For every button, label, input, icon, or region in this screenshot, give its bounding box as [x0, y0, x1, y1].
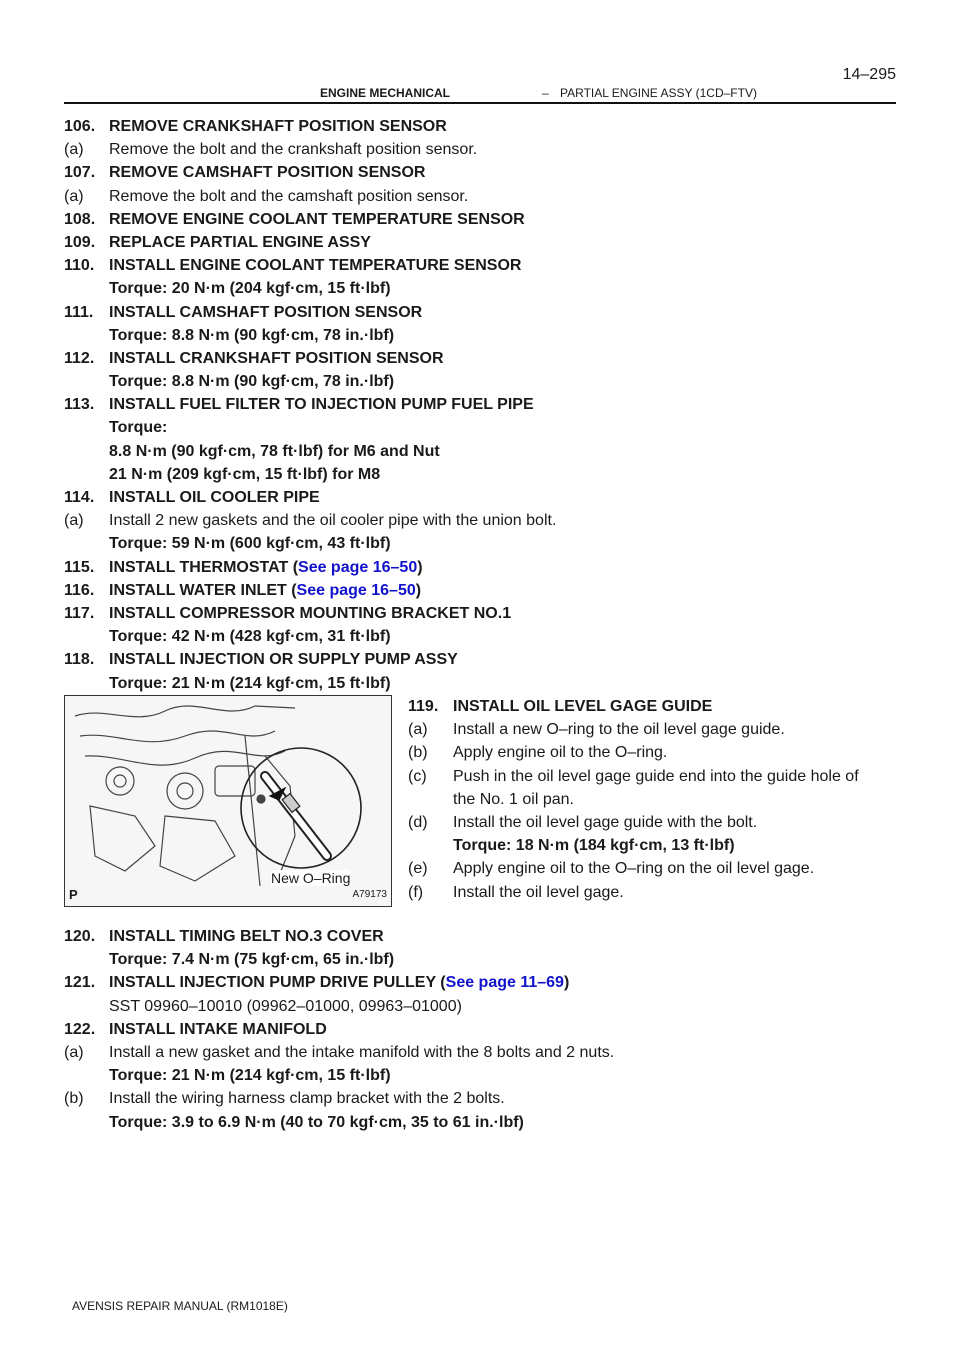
step-text [453, 790, 574, 810]
step-text [453, 813, 757, 833]
step-text-main: Remove the bolt and the camshaft position sensor. [109, 187, 469, 205]
step-line [64, 650, 904, 673]
step-number: 114. [64, 489, 95, 506]
step-detail-line [64, 418, 904, 441]
step-text [109, 581, 421, 601]
step-text-main: INSTALL TIMING BELT NO.3 COVER [109, 928, 384, 945]
step-text-after: ) [563, 974, 570, 992]
step-text-main: Torque: 18 N·m (184 kgf·cm, 13 ft·lbf) [453, 837, 735, 855]
step-text [109, 1043, 614, 1063]
see-page-link[interactable]: See page 16–50 [296, 581, 416, 599]
step-text-main: Install the oil level gage. [453, 883, 624, 901]
step-number: 121. [64, 974, 96, 992]
step-text [109, 1066, 391, 1086]
step-text [453, 720, 785, 740]
step-text-main: INSTALL COMPRESSOR MOUNTING BRACKET NO.1 [109, 604, 512, 622]
step-text-main: INSTALL FUEL FILTER TO INJECTION PUMP FUEL PIPE [109, 396, 534, 414]
step-line [64, 1043, 904, 1066]
step-text [109, 627, 391, 647]
step-detail-line [64, 1113, 904, 1136]
step-text-main: Install 2 new gaskets and the oil cooler pipe with the union bolt. [109, 512, 557, 530]
subsection-title: PARTIAL ENGINE ASSY (1CD–FTV) [560, 86, 757, 100]
step-line [64, 767, 904, 790]
step-text-main: Torque: 7.4 N·m (75 kgf·cm, 65 in.·lbf) [109, 951, 395, 969]
step-text [109, 117, 447, 137]
step-text-main: 8.8 N·m (90 kgf·cm, 78 ft·lbf) for M6 and Nut [109, 442, 440, 460]
step-text [109, 927, 384, 947]
step-text [109, 349, 444, 369]
step-text-after: ) [415, 581, 422, 599]
step-number: 119. [408, 698, 439, 715]
step-text-main: Install the wiring harness clamp bracket with the 2 bolts. [109, 1090, 505, 1108]
figure-id: A79173 [352, 889, 387, 900]
step-text-main: REPLACE PARTIAL ENGINE ASSY [109, 233, 371, 251]
step-text [109, 210, 525, 230]
step-line [64, 604, 904, 627]
step-number: (b) [408, 744, 428, 762]
step-text-main: INSTALL WATER INLET ( [109, 581, 297, 599]
step-line [64, 395, 904, 418]
step-line [64, 1020, 904, 1043]
step-text [109, 163, 425, 183]
step-text [453, 859, 814, 879]
step-text [109, 1089, 505, 1109]
step-number: 112. [64, 349, 95, 367]
step-text-main: Apply engine oil to the O–ring. [453, 744, 668, 762]
step-text-main: INSTALL THERMOSTAT ( [109, 558, 299, 576]
step-number: (d) [408, 813, 428, 831]
step-text [109, 187, 468, 207]
step-text [109, 465, 380, 485]
step-text [453, 883, 624, 903]
procedure-steps-beside-figure [64, 697, 904, 906]
step-text-main: 21 N·m (209 kgf·cm, 15 ft·lbf) for M8 [109, 465, 381, 483]
figure-callout-new-o-ring: New O–Ring [271, 870, 351, 886]
step-line [64, 720, 904, 743]
step-line [64, 927, 904, 950]
step-text [109, 233, 371, 253]
step-text-main: INSTALL INJECTION PUMP DRIVE PULLEY ( [109, 974, 446, 992]
step-text [109, 303, 422, 323]
step-text-main: Torque: 59 N·m (600 kgf·cm, 43 ft·lbf) [109, 535, 391, 553]
step-detail-line [64, 465, 904, 488]
step-text [109, 558, 423, 578]
page-header [64, 66, 896, 104]
step-line [64, 140, 904, 163]
step-text-main: INSTALL INTAKE MANIFOLD [109, 1020, 327, 1038]
step-number: 106. [64, 118, 96, 135]
step-number: 122. [64, 1020, 96, 1038]
step-text-main: INSTALL CRANKSHAFT POSITION SENSOR [109, 349, 444, 367]
step-text-main: Torque: 20 N·m (204 kgf·cm, 15 ft·lbf) [109, 280, 391, 298]
step-line [64, 743, 904, 766]
step-number: 117. [64, 604, 95, 622]
step-text [109, 326, 394, 346]
procedure-steps-bottom [64, 927, 904, 1136]
step-text-main: INSTALL ENGINE COOLANT TEMPERATURE SENSOR [109, 257, 522, 275]
step-detail-line [64, 534, 904, 557]
step-text-main: INSTALL INJECTION OR SUPPLY PUMP ASSY [109, 651, 458, 669]
step-text [109, 1020, 327, 1040]
see-page-link[interactable]: See page 16–50 [298, 558, 418, 576]
step-text [109, 1113, 524, 1133]
step-detail-line [64, 442, 904, 465]
step-text-main: Torque: 42 N·m (428 kgf·cm, 31 ft·lbf) [109, 628, 391, 646]
step-text [109, 442, 440, 462]
step-text [109, 279, 391, 299]
step-line [64, 581, 904, 604]
step-text-main: Torque: 3.9 to 6.9 N·m (40 to 70 kgf·cm, 35 to 61 in.·lbf) [109, 1113, 524, 1131]
step-number: 118. [64, 651, 95, 669]
step-text-main: Torque: 8.8 N·m (90 kgf·cm, 78 in.·lbf) [109, 326, 395, 344]
step-number: (a) [64, 187, 84, 205]
step-text-main: REMOVE CAMSHAFT POSITION SENSOR [109, 164, 426, 182]
step-number: (a) [64, 512, 84, 530]
step-detail-line [64, 836, 904, 859]
step-number: 120. [64, 928, 96, 945]
step-line [64, 163, 904, 186]
step-text [453, 697, 712, 717]
procedure-steps-top [64, 117, 904, 697]
step-detail-line [64, 627, 904, 650]
step-text-main: Torque: 21 N·m (214 kgf·cm, 15 ft·lbf) [109, 1067, 391, 1085]
step-line [64, 859, 904, 882]
header-dash: – [542, 86, 549, 100]
step-text [109, 511, 556, 531]
step-number: 116. [64, 581, 95, 599]
step-text [109, 140, 477, 160]
step-text [109, 395, 534, 415]
step-number: (a) [64, 1043, 84, 1061]
step-text-main: Push in the oil level gage guide end into the guide hole of [453, 767, 859, 785]
step-text [453, 743, 667, 763]
step-line [64, 256, 904, 279]
step-text [109, 256, 521, 276]
step-number: (a) [64, 141, 84, 159]
step-detail-line [64, 326, 904, 349]
step-number: (b) [64, 1090, 84, 1108]
step-text-main: SST 09960–10010 (09962–01000, 09963–01000) [109, 997, 462, 1015]
step-detail-line [64, 950, 904, 973]
step-line [64, 187, 904, 210]
step-number: 110. [64, 257, 95, 275]
step-line [64, 813, 904, 836]
step-number: 115. [64, 558, 95, 576]
step-text-main: the No. 1 oil pan. [453, 790, 574, 808]
step-text [109, 973, 569, 993]
figure-label: P [69, 887, 78, 902]
step-text-main: Torque: 8.8 N·m (90 kgf·cm, 78 in.·lbf) [109, 373, 395, 391]
step-number: 109. [64, 233, 96, 251]
step-text-main: Install the oil level gage guide with the bolt. [453, 813, 758, 831]
step-detail-line [64, 790, 904, 813]
step-detail-line [64, 1066, 904, 1089]
step-text [109, 650, 458, 670]
step-line [64, 488, 904, 511]
step-text-main: Torque: 21 N·m (214 kgf·cm, 15 ft·lbf) [109, 674, 391, 692]
step-text-main: Torque: [109, 419, 168, 437]
step-text-main: Install a new gasket and the intake manifold with the 8 bolts and 2 nuts. [109, 1043, 615, 1061]
step-number: (f) [408, 883, 424, 901]
step-text-main: INSTALL CAMSHAFT POSITION SENSOR [109, 303, 423, 321]
page-number: 14–295 [842, 66, 896, 83]
see-page-link[interactable]: See page 11–69 [445, 974, 564, 992]
step-number: 113. [64, 396, 95, 414]
step-number: (e) [408, 860, 428, 878]
step-line [64, 511, 904, 534]
step-text [109, 534, 391, 554]
step-detail-line [64, 372, 904, 395]
step-detail-line [64, 997, 904, 1020]
step-number: (c) [408, 767, 427, 785]
step-text-main: INSTALL OIL COOLER PIPE [109, 489, 320, 506]
step-text [453, 767, 859, 787]
step-detail-line [64, 674, 904, 697]
step-number: 108. [64, 210, 96, 228]
step-line [64, 697, 904, 720]
step-text [109, 418, 167, 438]
step-text-main: Install a new O–ring to the oil level gage guide. [453, 721, 785, 739]
manual-footer: AVENSIS REPAIR MANUAL (RM1018E) [72, 1299, 288, 1313]
step-text-main: REMOVE ENGINE COOLANT TEMPERATURE SENSOR [109, 210, 525, 228]
step-text [109, 372, 394, 392]
step-line [64, 1089, 904, 1112]
step-number: 111. [64, 303, 94, 321]
step-line [64, 973, 904, 996]
step-text [453, 836, 735, 856]
step-text-after: ) [417, 558, 423, 576]
step-line [64, 117, 904, 140]
step-text [109, 997, 462, 1017]
step-detail-line [64, 279, 904, 302]
step-text [109, 674, 391, 694]
step-number: (a) [408, 721, 428, 739]
step-text-main: REMOVE CRANKSHAFT POSITION SENSOR [109, 118, 447, 135]
step-text [109, 950, 394, 970]
step-line [64, 233, 904, 256]
step-line [64, 303, 904, 326]
step-text-main: INSTALL OIL LEVEL GAGE GUIDE [453, 698, 713, 715]
step-line [64, 558, 904, 581]
section-title: ENGINE MECHANICAL [320, 86, 451, 100]
step-line [64, 349, 904, 372]
step-line [64, 210, 904, 233]
step-text [109, 604, 511, 624]
step-text-main: Apply engine oil to the O–ring on the oil level gage. [453, 860, 815, 878]
step-text [109, 488, 320, 508]
step-text-main: Remove the bolt and the crankshaft position sensor. [109, 141, 478, 159]
step-line [64, 883, 904, 906]
step-number: 107. [64, 164, 96, 182]
